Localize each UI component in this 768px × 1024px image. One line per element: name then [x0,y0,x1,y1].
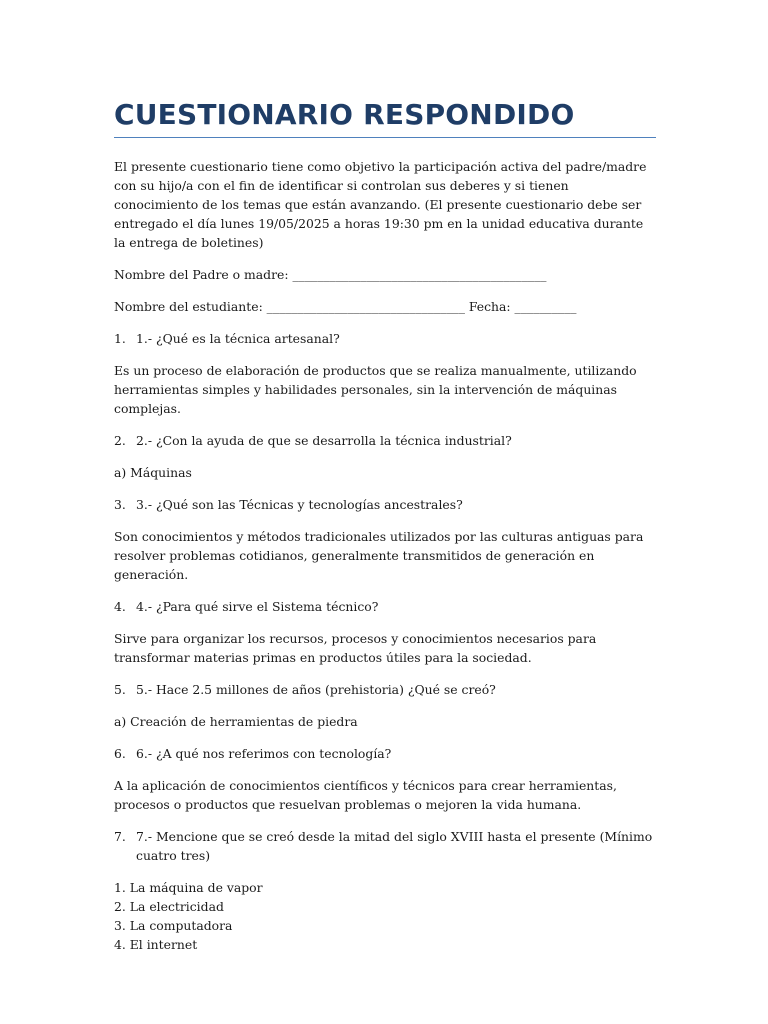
question-7 [114,827,656,865]
question-text: 1.- ¿Qué es la técnica artesanal? [136,331,340,346]
answer-3: Son conocimientos y métodos tradicionales utilizados por las culturas antiguas para resolver problemas cotidianos, generalmente transmitidos de generación en generación. [114,529,644,582]
question-number: 4. [114,599,126,614]
question-text: 2.- ¿Con la ayuda de que se desarrolla la técnica industrial? [136,433,512,448]
question-5 [114,680,656,699]
question-text: 4.- ¿Para qué sirve el Sistema técnico? [136,599,379,614]
question-4 [114,597,656,616]
list-item: 3. La computadora [114,918,233,933]
question-text: 5.- Hace 2.5 millones de años (prehistoria) ¿Qué se creó? [136,682,496,697]
question-number: 6. [114,746,126,761]
answer-2: a) Máquinas [114,465,192,480]
intro-paragraph: El presente cuestionario tiene como objetivo la participación activa del padre/madre con su hijo/a con el fin de identificar si controlan sus deberes y si tienen conocimiento de los temas que están avanzando. (El presente cuestionario debe ser entregado el día lunes 19/05/2025 a horas 19:30 pm en la unidad educativa durante la entrega de boletines) [114,159,647,250]
question-number: 5. [114,682,126,697]
question-2 [114,431,656,450]
answer-5: a) Creación de herramientas de piedra [114,714,358,729]
document-page [114,96,656,954]
question-text: 7.- Mencione que se creó desde la mitad del siglo XVIII hasta el presente (Mínimo cuatro tres) [136,829,653,863]
question-number: 2. [114,433,126,448]
list-item: 2. La electricidad [114,899,224,914]
student-name-line: Nombre del estudiante: ________________________________ Fecha: __________ [114,299,577,314]
document-title: CUESTIONARIO RESPONDIDO [114,96,656,138]
question-1 [114,329,656,348]
list-item: 4. El internet [114,937,198,952]
question-number: 7. [114,829,126,844]
answer-6: A la aplicación de conocimientos científicos y técnicos para crear herramientas, procesos o productos que resuelvan problemas o mejoren la vida humana. [114,778,617,812]
list-item: 1. La máquina de vapor [114,880,263,895]
answer-7-list [114,878,656,954]
answer-1: Es un proceso de elaboración de productos que se realiza manualmente, utilizando herramientas simples y habilidades personales, sin la intervención de máquinas complejas. [114,363,637,416]
question-6 [114,744,656,763]
answer-4: Sirve para organizar los recursos, procesos y conocimientos necesarios para transformar materias primas en productos útiles para la sociedad. [114,631,597,665]
question-number: 1. [114,331,126,346]
question-text: 3.- ¿Qué son las Técnicas y tecnologías ancestrales? [136,497,463,512]
question-text: 6.- ¿A qué nos referimos con tecnología? [136,746,392,761]
question-3 [114,495,656,514]
parent-name-line: Nombre del Padre o madre: _________________________________________ [114,267,547,282]
question-number: 3. [114,497,126,512]
